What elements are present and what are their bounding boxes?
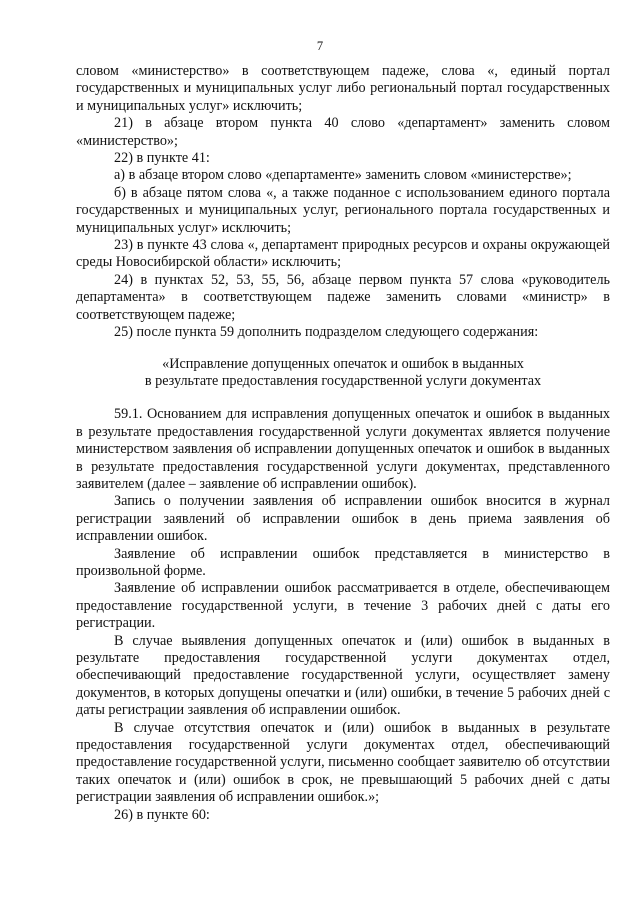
heading-line-2: в результате предоставления государственной услуги документах xyxy=(144,372,542,389)
paragraph: Заявление об исправлении ошибок рассматривается в отделе, обеспечивающем предоставление государственной услуги, в течение 3 рабочих дней с даты его регистрации. xyxy=(76,580,610,632)
paragraph: Запись о получении заявления об исправлении ошибок вносится в журнал регистрации заявлений об исправлении ошибок в день приема заявления об исправлении ошибок. xyxy=(76,493,610,545)
paragraph: 21) в абзаце втором пункта 40 слово «департамент» заменить словом «министерство»; xyxy=(76,115,610,149)
paragraph: 23) в пункте 43 слова «, департамент природных ресурсов и охраны окружающей среды Новосибирской области» исключить; xyxy=(76,237,610,271)
paragraph: В случае выявления допущенных опечаток и (или) ошибок в выданных в результате предоставления государственной услуги документах отдел, обеспечивающий предоставление государственной услуги, осуществляет замену документов, в которых допущены опечатки и (или) ошибки, в течение 5 рабочих дней с даты регистрации заявления об исправлении ошибок. xyxy=(76,632,610,719)
paragraph: словом «министерство» в соответствующем падеже, слова «, единый портал государственных и муниципальных услуг либо региональный портал государственных и муниципальных услуг» исключить; xyxy=(76,63,610,114)
document-body xyxy=(76,63,610,824)
paragraph: В случае отсутствия опечаток и (или) ошибок в выданных в результате предоставления государственной услуги документах отдел, обеспечивающий предоставление государственной услуги, письменно сообщает заявителю об отсутствии таких опечаток и (или) ошибок в срок, не превышающий 5 рабочих дней с даты регистрации заявления об исправлении ошибок.»; xyxy=(76,719,610,806)
paragraph: 22) в пункте 41: xyxy=(114,150,210,167)
paragraph: б) в абзаце пятом слова «, а также поданное с использованием единого портала государственных и муниципальных услуг, регионального портала государственных и муниципальных услуг» исключить; xyxy=(76,184,610,236)
paragraph: 25) после пункта 59 дополнить подразделом следующего содержания: xyxy=(114,324,539,341)
paragraph: 24) в пунктах 52, 53, 55, 56, абзаце первом пункта 57 слова «руководитель департамента» в соответствующем падеже заменить словами «министр» в соответствующем падеже; xyxy=(76,271,610,323)
subsection-heading xyxy=(76,356,610,391)
page-number: 7 xyxy=(316,39,324,53)
heading-line-1: «Исправление допущенных опечаток и ошибок в выданных xyxy=(162,355,524,372)
paragraph: 26) в пункте 60: xyxy=(114,806,210,823)
paragraph: а) в абзаце втором слово «департаменте» заменить словом «министерстве»; xyxy=(114,167,572,184)
paragraph: Заявление об исправлении ошибок представляется в министерство в произвольной форме. xyxy=(76,545,610,579)
paragraph: 59.1. Основанием для исправления допущенных опечаток и ошибок в выданных в результате предоставления государственной услуги документах является получение министерством заявления об исправлении допущенных опечаток и ошибок в выданных в результате предоставления государственной услуги документах, представленного заявителем (далее – заявление об исправлении ошибок). xyxy=(76,406,610,492)
